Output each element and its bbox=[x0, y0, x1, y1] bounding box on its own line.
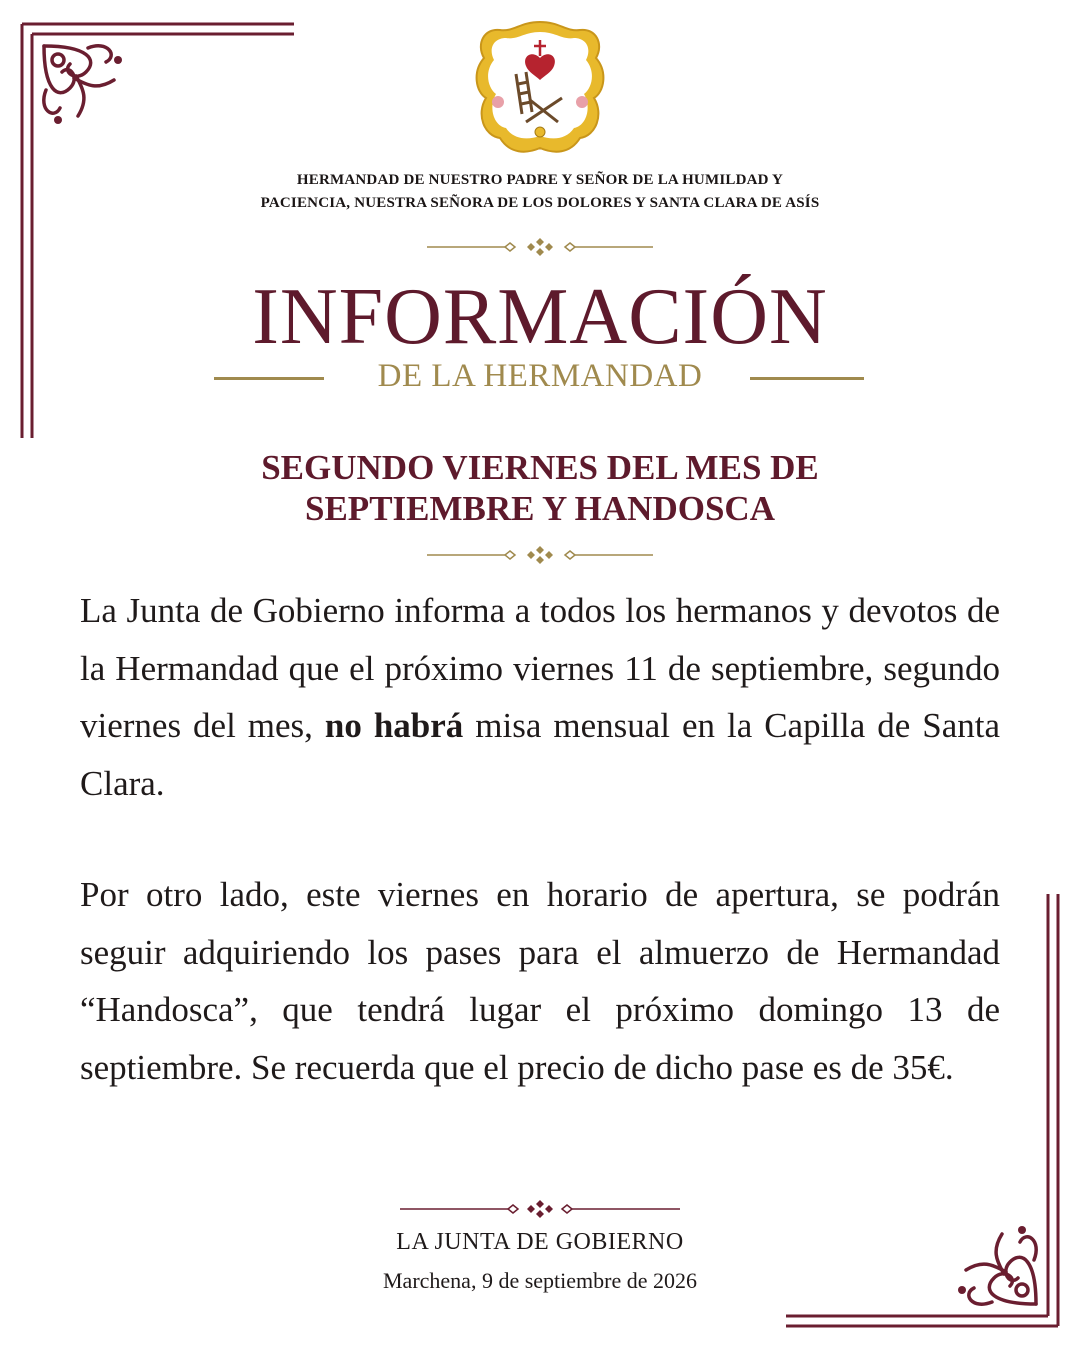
page-title: INFORMACIÓN bbox=[252, 273, 828, 361]
notice-heading-line-2: SEPTIEMBRE Y HANDOSCA bbox=[305, 489, 775, 528]
ornamental-divider-icon bbox=[425, 236, 655, 258]
body-paragraph-2: Por otro lado, este viernes en horario de apertura, se podrán seguir adquiriendo los pases para el almuerzo de Hermandad “Handosca”, que tendrá lugar el próximo domingo 13 de septiembre. Se recuerda que el precio de dicho pase es de 35€. bbox=[80, 875, 1000, 1087]
subtitle-rule-right bbox=[750, 377, 864, 380]
brotherhood-crest-icon bbox=[470, 18, 610, 160]
subtitle-row bbox=[0, 358, 1080, 398]
paragraph-1-text: La Junta de Gobierno informa a todos los hermanos y devotos de la Hermandad que el próximo viernes 11 de septiembre, segundo viernes del mes, bbox=[80, 591, 1000, 745]
ornamental-divider-icon bbox=[425, 544, 655, 566]
ornamental-divider-icon bbox=[398, 1198, 682, 1220]
place-and-date: Marchena, 9 de septiembre de 2026 bbox=[383, 1268, 697, 1293]
signature: LA JUNTA DE GOBIERNO bbox=[396, 1229, 684, 1255]
paragraph-1-emphasis: no habrá bbox=[324, 706, 464, 745]
brotherhood-name-line-2: PACIENCIA, NUESTRA SEÑORA DE LOS DOLORES Y SANTA CLARA DE ASÍS bbox=[260, 195, 820, 211]
body-paragraph-1 bbox=[80, 582, 1000, 812]
page-subtitle: DE LA HERMANDAD bbox=[377, 358, 703, 394]
brotherhood-name-line-1: HERMANDAD DE NUESTRO PADRE Y SEÑOR DE LA HUMILDAD Y bbox=[296, 172, 784, 188]
notice-heading-line-1: SEGUNDO VIERNES DEL MES DE bbox=[261, 448, 819, 487]
paragraph-1-text-end: misa mensual en la Capilla de Santa Clara. bbox=[80, 706, 1001, 803]
